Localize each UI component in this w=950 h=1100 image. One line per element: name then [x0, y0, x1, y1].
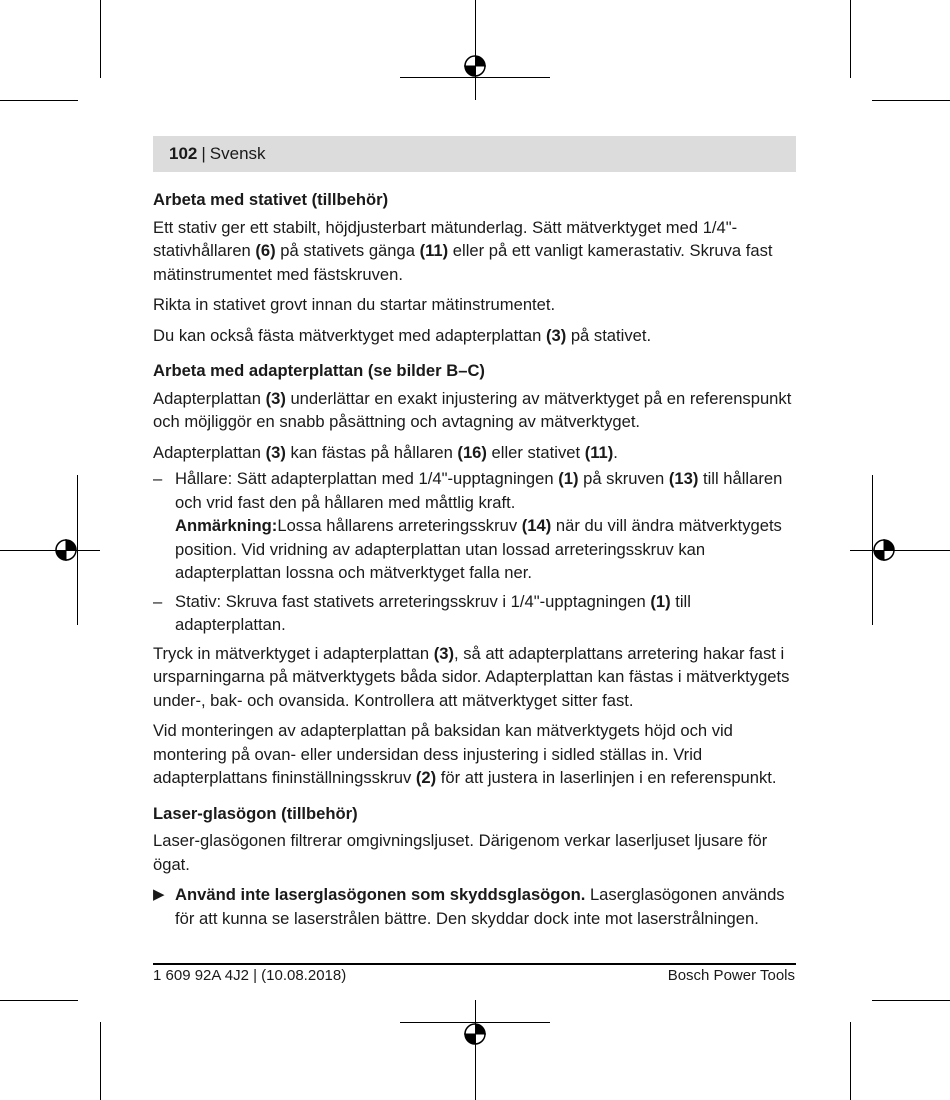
crop-mark	[0, 1000, 78, 1001]
ref-number: (14)	[521, 516, 552, 535]
text: Du kan också fästa mätverktyget med adapterplattan	[153, 325, 546, 345]
header-language: Svensk	[209, 144, 266, 163]
list-dash: –	[153, 591, 163, 611]
page-header	[153, 136, 796, 172]
registration-line	[77, 475, 78, 625]
ref-number: (3)	[265, 442, 286, 462]
footer-rule	[153, 963, 796, 965]
paragraph	[153, 324, 798, 348]
section-adapter	[153, 359, 798, 790]
section-tripod	[153, 188, 798, 347]
text: Vid monteringen av adapterplattan på baksidan kan mätverktygets höjd och vid montering på ovan- eller undersidan dess injustering i sidled ställas in. Vrid adapterplattans fininställningsskruv	[153, 721, 733, 787]
registration-target-icon	[55, 539, 77, 561]
list-item	[153, 467, 798, 585]
text: på stativet.	[566, 325, 652, 345]
text: till hållaren och vrid fast den på hållaren med måttlig kraft.	[175, 469, 783, 512]
registration-line	[0, 550, 100, 551]
paragraph	[153, 441, 798, 465]
text: Ett stativ ger ett stabilt, höjdjusterbart mätunderlag. Sätt mätverktyget med 1/4"-stativhållaren	[153, 217, 738, 260]
ref-number: (13)	[668, 469, 699, 488]
text: Hållare: Sätt adapterplattan med 1/4"-upptagningen	[175, 469, 559, 488]
text: Stativ: Skruva fast stativets arreteringsskruv i 1/4"-upptagningen	[175, 591, 651, 611]
text: när du vill ändra mätverktygets position. Vid vridning av adapterplattan utan lossad arreteringsskruv kan adapterplattan lossna och mätverktyget falla ner.	[175, 516, 782, 582]
ref-number: (3)	[433, 643, 454, 663]
section-glasses	[153, 802, 798, 931]
ref-number: (11)	[419, 241, 449, 260]
text: eller stativet	[486, 442, 585, 462]
registration-target-icon	[873, 539, 895, 561]
section-heading: Arbeta med adapterplattan (se bilder B–C)	[153, 361, 485, 380]
text: Laserglasögonen används för att kunna se laserstrålen bättre. Den skyddar dock inte mot laserstrålningen.	[175, 885, 785, 928]
warning-bullet	[153, 883, 798, 930]
text: kan fästas på hållaren	[285, 442, 458, 462]
text: Tryck in mätverktyget i adapterplattan	[153, 643, 434, 663]
crop-mark	[850, 1022, 851, 1100]
paragraph	[153, 387, 798, 434]
text: eller på ett vanligt kamerastativ. Skruva fast mätinstrumentet med fästskruven.	[153, 241, 773, 284]
note-label: Anmärkning:	[175, 516, 278, 535]
text: underlättar en exakt injustering av mätverktyget på en referenspunkt och möjliggör en snabb påsättning och avtagning av mätverktyget.	[153, 388, 792, 431]
crop-mark	[872, 100, 950, 101]
paragraph	[153, 216, 798, 287]
ref-number: (1)	[650, 591, 671, 611]
paragraph: Laser-glasögonen filtrerar omgivningsljuset. Därigenom verkar laserljuset ljusare för ögat.	[153, 831, 768, 874]
footer-doc-id: 1 609 92A 4J2 | (10.08.2018)	[153, 967, 347, 984]
paragraph	[153, 719, 798, 790]
list-dash: –	[153, 469, 163, 488]
registration-line	[475, 1000, 476, 1100]
text: för att justera in laserlinjen i en referenspunkt.	[436, 768, 777, 787]
crop-mark	[872, 1000, 950, 1001]
page-number: 102	[169, 144, 198, 163]
text: till adapterplattan.	[175, 591, 691, 634]
registration-line	[475, 0, 476, 100]
registration-target-icon	[464, 1023, 486, 1045]
text: , så att adapterplattans arretering hakar fast i ursparningarna på mätverktygets båda sidor. Adapterplattan kan fästas i mätverktygets under-, bak- och ovansida. Kontrollera att mätverktyget sitter fast.	[153, 643, 790, 710]
ref-number: (3)	[265, 388, 286, 408]
text: Adapterplattan	[153, 442, 266, 462]
ref-number: (2)	[415, 768, 437, 787]
page-content	[153, 188, 798, 930]
text: Adapterplattan	[153, 388, 266, 408]
text: på skruven	[578, 469, 669, 488]
warning-bold-text: Använd inte laserglasögonen som skyddsglasögon.	[175, 885, 586, 904]
crop-mark	[100, 1022, 101, 1100]
registration-line	[850, 550, 950, 551]
ref-number: (1)	[558, 469, 579, 488]
section-heading: Arbeta med stativet (tillbehör)	[153, 190, 389, 209]
text: på stativets gänga	[275, 241, 420, 260]
paragraph: Rikta in stativet grovt innan du startar mätinstrumentet.	[153, 295, 556, 314]
paragraph	[153, 642, 798, 713]
crop-mark	[0, 100, 78, 101]
crop-mark	[100, 0, 101, 78]
ref-number: (6)	[255, 241, 276, 260]
ref-number: (16)	[457, 442, 487, 462]
crop-mark	[850, 0, 851, 78]
text: .	[613, 442, 618, 462]
text: Lossa hållarens arreteringsskruv	[277, 516, 522, 535]
footer-brand: Bosch Power Tools	[667, 967, 795, 984]
registration-target-icon	[464, 55, 486, 77]
section-heading: Laser-glasögon (tillbehör)	[153, 803, 358, 823]
header-separator: |	[201, 144, 206, 163]
ref-number: (3)	[545, 325, 567, 345]
list-item	[153, 590, 798, 637]
triangle-bullet-icon: ▶	[153, 886, 165, 903]
ref-number: (11)	[584, 442, 614, 462]
